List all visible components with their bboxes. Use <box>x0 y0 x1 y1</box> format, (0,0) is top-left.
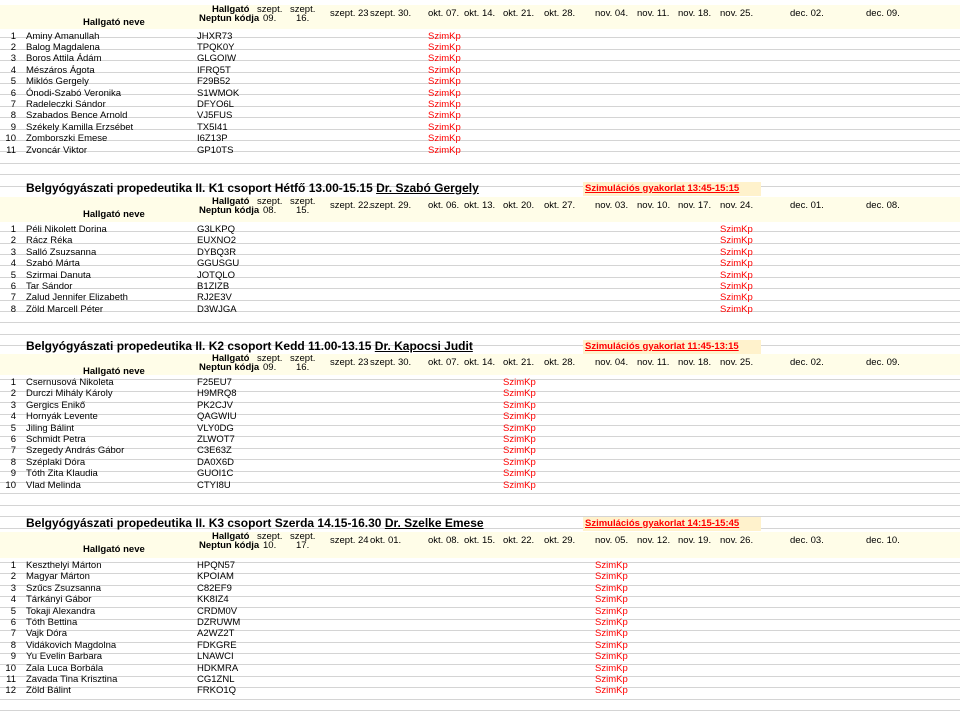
student-name: Szabados Bence Arnold <box>26 110 128 122</box>
table-row <box>0 651 960 662</box>
row-number: 7 <box>10 445 16 457</box>
student-name: Keszthelyi Márton <box>26 560 102 571</box>
table-row <box>0 110 960 121</box>
header-name: Hallgató neve <box>83 544 145 555</box>
student-name: Zalud Jennifer Elizabeth <box>26 292 128 304</box>
date-header: szept. <box>290 4 316 15</box>
group-title <box>26 339 473 353</box>
date-header: szept. 22. <box>330 200 372 211</box>
date-header: nov. 12. <box>637 535 671 546</box>
neptun-code: DA0X6D <box>197 456 234 468</box>
date-header: szept. <box>290 196 316 207</box>
neptun-code: FDKGRE <box>197 639 237 651</box>
date-header: nov. 24. <box>720 200 754 211</box>
student-name: Ónodi-Szabó Veronika <box>26 87 122 99</box>
row-number: 2 <box>10 41 16 53</box>
student-name: Zomborszki Emese <box>26 133 108 145</box>
header-hallgato: Hallgató <box>212 531 250 542</box>
row-number: 6 <box>10 434 16 445</box>
student-name: Tar Sándor <box>26 281 73 292</box>
date-header: szept. 30. <box>370 8 412 19</box>
student-name: Zala Luca Borbála <box>26 662 104 674</box>
header-name: Hallgató neve <box>83 17 145 28</box>
date-header: szept. 24 <box>330 535 369 546</box>
student-name: Tokaji Alexandra <box>26 605 96 617</box>
group-title <box>26 516 484 530</box>
table-row <box>0 377 960 388</box>
student-name: Szűcs Zsuzsanna <box>26 582 101 594</box>
szimkp-cell: SzimKp <box>595 617 628 628</box>
table-row <box>0 423 960 434</box>
group-title-text: Belgyógyászati propedeutika II. K1 csoport Hétfő 13.00-15.15 <box>26 181 377 195</box>
table-row <box>0 434 960 445</box>
szimkp-cell: SzimKp <box>503 456 536 468</box>
date-header: szept. <box>257 196 283 207</box>
student-name: Zöld Marcell Péter <box>26 303 104 315</box>
date-header: dec. 10. <box>866 535 900 546</box>
neptun-code: FRKO1Q <box>197 685 237 697</box>
neptun-code: C82EF9 <box>197 582 232 594</box>
student-name: Zöld Bálint <box>26 685 71 697</box>
student-name: Széplaki Dóra <box>26 456 86 468</box>
row-number: 2 <box>10 235 16 247</box>
row-number: 2 <box>10 571 16 583</box>
grid-line <box>0 324 960 335</box>
student-name: Durczi Mihály Károly <box>26 388 113 400</box>
table-row <box>0 388 960 399</box>
table-row <box>0 685 960 696</box>
szimkp-cell: SzimKp <box>720 258 753 270</box>
table-row <box>0 594 960 605</box>
row-number: 8 <box>10 456 16 468</box>
neptun-code: CG1ZNL <box>197 674 235 685</box>
szimkp-cell: SzimKp <box>595 594 628 606</box>
date-header: nov. 17. <box>678 200 712 211</box>
row-number: 5 <box>10 76 16 88</box>
row-number: 1 <box>10 30 16 42</box>
date-header: okt. 08. <box>428 535 460 546</box>
row-number: 5 <box>10 422 16 434</box>
szimkp-cell: SzimKp <box>503 377 536 388</box>
date-header: okt. 14. <box>464 8 496 19</box>
table-row <box>0 468 960 479</box>
neptun-code: I6Z13P <box>197 133 228 145</box>
date-header: okt. 28. <box>544 357 576 368</box>
date-header: okt. 22. <box>503 535 535 546</box>
neptun-code: GLGOIW <box>197 53 237 65</box>
neptun-code: ZLWOT7 <box>197 434 235 445</box>
table-row <box>0 628 960 639</box>
table-row <box>0 31 960 42</box>
student-name: Vidákovich Magdolna <box>26 639 117 651</box>
table-row <box>0 224 960 235</box>
szimkp-cell: SzimKp <box>428 98 461 110</box>
szimkp-cell: SzimKp <box>503 468 536 480</box>
szimkp-cell: SzimKp <box>595 605 628 617</box>
row-number: 12 <box>5 685 16 697</box>
szimkp-cell: SzimKp <box>503 411 536 423</box>
header-neptun: Neptun kódja <box>199 205 260 216</box>
neptun-code: PK2CJV <box>197 399 233 411</box>
row-number: 3 <box>10 399 16 411</box>
szimkp-cell: SzimKp <box>428 30 461 42</box>
szimkp-cell: SzimKp <box>503 445 536 457</box>
student-name: Székely Kamilla Erzsébet <box>26 121 134 133</box>
date-header: szept. <box>290 531 316 542</box>
student-name: Vajk Dóra <box>26 628 68 640</box>
header-neptun: Neptun kódja <box>199 362 260 373</box>
header-neptun: Neptun kódja <box>199 13 260 24</box>
simulation-label: Szimulációs gyakorlat 14:15-15:45 <box>583 517 761 531</box>
date-header: 16. <box>296 13 310 24</box>
table-row <box>0 235 960 246</box>
table-row <box>0 247 960 258</box>
date-header: okt. 07. <box>428 357 460 368</box>
date-header: okt. 14. <box>464 357 496 368</box>
szimkp-cell: SzimKp <box>428 87 461 99</box>
row-number: 1 <box>10 377 16 388</box>
date-header: okt. 13. <box>464 200 496 211</box>
date-header: nov. 25. <box>720 357 754 368</box>
date-header: szept. <box>257 4 283 15</box>
row-number: 6 <box>10 87 16 99</box>
date-header: okt. 15. <box>464 535 496 546</box>
row-number: 6 <box>10 281 16 292</box>
neptun-code: GGUSGU <box>197 258 240 270</box>
szimkp-cell: SzimKp <box>595 639 628 651</box>
szimkp-cell: SzimKp <box>720 269 753 281</box>
student-name: Péli Nikolett Dorina <box>26 224 107 235</box>
table-row <box>0 145 960 156</box>
student-name: Gergics Enikő <box>26 399 86 411</box>
neptun-code: VLY0DG <box>197 422 234 434</box>
group-teacher: Dr. Szabó Gergely <box>376 181 479 195</box>
date-header: okt. 20. <box>503 200 535 211</box>
table-row <box>0 42 960 53</box>
neptun-code: F25EU7 <box>197 377 232 388</box>
header-hallgato: Hallgató <box>212 353 250 364</box>
date-header: okt. 06. <box>428 200 460 211</box>
table-row <box>0 617 960 628</box>
grid-line <box>0 495 960 506</box>
row-number: 4 <box>10 64 16 76</box>
student-name: Hornyák Levente <box>26 411 98 423</box>
date-header: dec. 03. <box>790 535 824 546</box>
date-header: dec. 01. <box>790 200 824 211</box>
szimkp-cell: SzimKp <box>720 246 753 258</box>
date-header: nov. 26. <box>720 535 754 546</box>
table-row <box>0 400 960 411</box>
date-header: dec. 09. <box>866 8 900 19</box>
student-name: Schmidt Petra <box>26 434 86 445</box>
header-neptun: Neptun kódja <box>199 540 260 551</box>
date-header: okt. 28. <box>544 8 576 19</box>
date-header: szept. 23 <box>330 357 369 368</box>
date-header: nov. 18. <box>678 357 712 368</box>
student-name: Miklós Gergely <box>26 76 89 88</box>
szimkp-cell: SzimKp <box>595 685 628 697</box>
neptun-code: B1ZIZB <box>197 281 230 292</box>
simulation-label: Szimulációs gyakorlat 13:45-15:15 <box>583 182 761 196</box>
szimkp-cell: SzimKp <box>503 479 536 491</box>
row-number: 4 <box>10 594 16 606</box>
row-number: 8 <box>10 639 16 651</box>
row-number: 8 <box>10 110 16 122</box>
table-row <box>0 88 960 99</box>
table-row <box>0 304 960 315</box>
date-header: okt. 27. <box>544 200 576 211</box>
date-header: dec. 09. <box>866 357 900 368</box>
table-row <box>0 133 960 144</box>
student-name: Szabó Márta <box>26 258 80 270</box>
neptun-code: IFRQ5T <box>197 64 231 76</box>
szimkp-cell: SzimKp <box>595 674 628 685</box>
group-teacher: Dr. Szelke Emese <box>384 516 484 530</box>
student-name: Aminy Amanullah <box>26 30 100 42</box>
grid-line <box>0 164 960 175</box>
date-header: 16. <box>296 362 310 373</box>
szimkp-cell: SzimKp <box>428 121 461 133</box>
student-name: Vlad Melinda <box>26 479 81 491</box>
szimkp-cell: SzimKp <box>720 281 753 292</box>
date-header: dec. 08. <box>866 200 900 211</box>
group-title-text: Belgyógyászati propedeutika II. K3 csoport Szerda 14.15-16.30 <box>26 516 385 530</box>
szimkp-cell: SzimKp <box>503 422 536 434</box>
student-name: Zavada Tina Krisztina <box>26 674 118 685</box>
student-name: Balog Magdalena <box>26 41 100 53</box>
table-row <box>0 411 960 422</box>
row-number: 5 <box>10 269 16 281</box>
row-number: 3 <box>10 246 16 258</box>
neptun-code: QAGWIU <box>197 411 237 423</box>
date-header: nov. 11. <box>637 8 670 19</box>
date-header: okt. 29. <box>544 535 576 546</box>
table-row <box>0 53 960 64</box>
date-header: nov. 18. <box>678 8 712 19</box>
szimkp-cell: SzimKp <box>428 76 461 88</box>
date-header: nov. 11. <box>637 357 670 368</box>
neptun-code: CRDM0V <box>197 605 238 617</box>
neptun-code: C3E63Z <box>197 445 232 457</box>
szimkp-cell: SzimKp <box>428 41 461 53</box>
date-header: 09. <box>263 13 277 24</box>
row-number: 3 <box>10 582 16 594</box>
date-header: nov. 04. <box>595 8 629 19</box>
group-title-text: Belgyógyászati propedeutika II. K2 csoport Kedd 11.00-13.15 <box>26 339 375 353</box>
student-name: Rácz Réka <box>26 235 73 247</box>
student-name: Csernusová Nikoleta <box>26 377 114 388</box>
date-header: okt. 21. <box>503 357 535 368</box>
neptun-code: GUOI1C <box>197 468 234 480</box>
date-header: szept. 30. <box>370 357 412 368</box>
row-number: 7 <box>10 98 16 110</box>
student-name: Magyar Márton <box>26 571 90 583</box>
student-name: Tóth Bettina <box>26 617 78 628</box>
szimkp-cell: SzimKp <box>595 582 628 594</box>
row-number: 4 <box>10 411 16 423</box>
table-row <box>0 674 960 685</box>
neptun-code: F29B52 <box>197 76 231 88</box>
szimkp-cell: SzimKp <box>720 303 753 315</box>
student-name: Szirmai Danuta <box>26 269 91 281</box>
table-row <box>0 663 960 674</box>
date-header: 09. <box>263 362 277 373</box>
neptun-code: JHXR73 <box>197 30 233 42</box>
row-number: 5 <box>10 605 16 617</box>
table-row <box>0 65 960 76</box>
date-header: 10. <box>263 540 277 551</box>
student-name: Salló Zsuzsanna <box>26 246 97 258</box>
neptun-code: DFYO6L <box>197 98 234 110</box>
szimkp-cell: SzimKp <box>428 144 461 156</box>
table-row <box>0 76 960 87</box>
neptun-code: GP10TS <box>197 144 234 156</box>
table-row <box>0 606 960 617</box>
row-number: 4 <box>10 258 16 270</box>
student-name: Szegedy András Gábor <box>26 445 125 457</box>
student-name: Radeleczki Sándor <box>26 98 106 110</box>
szimkp-cell: SzimKp <box>595 560 628 571</box>
row-number: 10 <box>5 662 16 674</box>
date-header: dec. 02. <box>790 357 824 368</box>
table-row <box>0 258 960 269</box>
date-header: nov. 19. <box>678 535 712 546</box>
neptun-code: KK8IZ4 <box>197 594 229 606</box>
student-name: Tárkányi Gábor <box>26 594 92 606</box>
simulation-label: Szimulációs gyakorlat 11:45-13:15 <box>583 340 761 354</box>
table-row <box>0 270 960 281</box>
date-header: nov. 04. <box>595 357 629 368</box>
row-number: 6 <box>10 617 16 628</box>
neptun-code: CTYI8U <box>197 479 231 491</box>
row-number: 8 <box>10 303 16 315</box>
date-header: nov. 10. <box>637 200 671 211</box>
neptun-code: LNAWCI <box>197 651 234 663</box>
date-header: 17. <box>296 540 310 551</box>
date-header: nov. 05. <box>595 535 629 546</box>
date-header: szept. 29. <box>370 200 412 211</box>
student-name: Boros Attila Ádám <box>26 53 102 65</box>
row-number: 9 <box>10 651 16 663</box>
table-row <box>0 99 960 110</box>
row-number: 9 <box>10 121 16 133</box>
date-header: nov. 03. <box>595 200 629 211</box>
student-name: Jiling Bálint <box>26 422 75 434</box>
header-hallgato: Hallgató <box>212 196 250 207</box>
date-header: szept. <box>257 353 283 364</box>
neptun-code: G3LKPQ <box>197 224 236 235</box>
date-header: 15. <box>296 205 310 216</box>
row-number: 10 <box>5 479 16 491</box>
szimkp-cell: SzimKp <box>428 133 461 145</box>
table-row <box>0 445 960 456</box>
szimkp-cell: SzimKp <box>595 628 628 640</box>
row-number: 7 <box>10 628 16 640</box>
table-row <box>0 560 960 571</box>
neptun-code: H9MRQ8 <box>197 388 237 400</box>
row-number: 3 <box>10 53 16 65</box>
neptun-code: VJ5FUS <box>197 110 233 122</box>
szimkp-cell: SzimKp <box>428 64 461 76</box>
grid-line <box>0 700 960 711</box>
row-number: 1 <box>10 560 16 571</box>
szimkp-cell: SzimKp <box>503 434 536 445</box>
table-row <box>0 583 960 594</box>
header-hallgato: Hallgató <box>212 4 250 15</box>
row-number: 9 <box>10 468 16 480</box>
date-header: okt. 01. <box>370 535 402 546</box>
row-number: 2 <box>10 388 16 400</box>
date-header: nov. 25. <box>720 8 754 19</box>
table-row <box>0 571 960 582</box>
neptun-code: HPQN57 <box>197 560 236 571</box>
neptun-code: KPOIAM <box>197 571 234 583</box>
szimkp-cell: SzimKp <box>595 662 628 674</box>
row-number: 11 <box>6 674 16 685</box>
date-header: okt. 07. <box>428 8 460 19</box>
date-header: szept. <box>257 531 283 542</box>
row-number: 7 <box>10 292 16 304</box>
date-header: szept. 23 <box>330 8 369 19</box>
neptun-code: S1WMOK <box>197 87 240 99</box>
student-name: Mészáros Ágota <box>26 64 95 76</box>
neptun-code: DYBQ3R <box>197 246 237 258</box>
table-row <box>0 457 960 468</box>
student-name: Yu Evelin Barbara <box>26 651 103 663</box>
table-row <box>0 640 960 651</box>
szimkp-cell: SzimKp <box>720 235 753 247</box>
date-header: okt. 21. <box>503 8 535 19</box>
table-row <box>0 281 960 292</box>
neptun-code: A2WZ2T <box>197 628 235 640</box>
date-header: dec. 02. <box>790 8 824 19</box>
student-name: Tóth Zita Klaudia <box>26 468 98 480</box>
neptun-code: TPQK0Y <box>197 41 235 53</box>
header-name: Hallgató neve <box>83 209 145 220</box>
szimkp-cell: SzimKp <box>595 651 628 663</box>
table-row <box>0 480 960 491</box>
neptun-code: EUXNO2 <box>197 235 237 247</box>
row-number: 11 <box>6 144 16 156</box>
neptun-code: DZRUWM <box>197 617 241 628</box>
table-row <box>0 292 960 303</box>
table-row <box>0 122 960 133</box>
szimkp-cell: SzimKp <box>503 399 536 411</box>
szimkp-cell: SzimKp <box>720 224 753 235</box>
student-name: Zvoncár Viktor <box>26 144 88 156</box>
group-teacher: Dr. Kapocsi Judit <box>374 339 473 353</box>
neptun-code: TX5I41 <box>197 121 228 133</box>
row-number: 10 <box>5 133 16 145</box>
szimkp-cell: SzimKp <box>503 388 536 400</box>
szimkp-cell: SzimKp <box>428 110 461 122</box>
row-number: 1 <box>10 224 16 235</box>
neptun-code: D3WJGA <box>197 303 237 315</box>
date-header: 08. <box>263 205 277 216</box>
neptun-code: HDKMRA <box>197 662 239 674</box>
szimkp-cell: SzimKp <box>595 571 628 583</box>
szimkp-cell: SzimKp <box>720 292 753 304</box>
neptun-code: JOTQLO <box>197 269 236 281</box>
date-header: szept. <box>290 353 316 364</box>
header-name: Hallgató neve <box>83 366 145 377</box>
neptun-code: RJ2E3V <box>197 292 232 304</box>
szimkp-cell: SzimKp <box>428 53 461 65</box>
group-title <box>26 181 479 195</box>
